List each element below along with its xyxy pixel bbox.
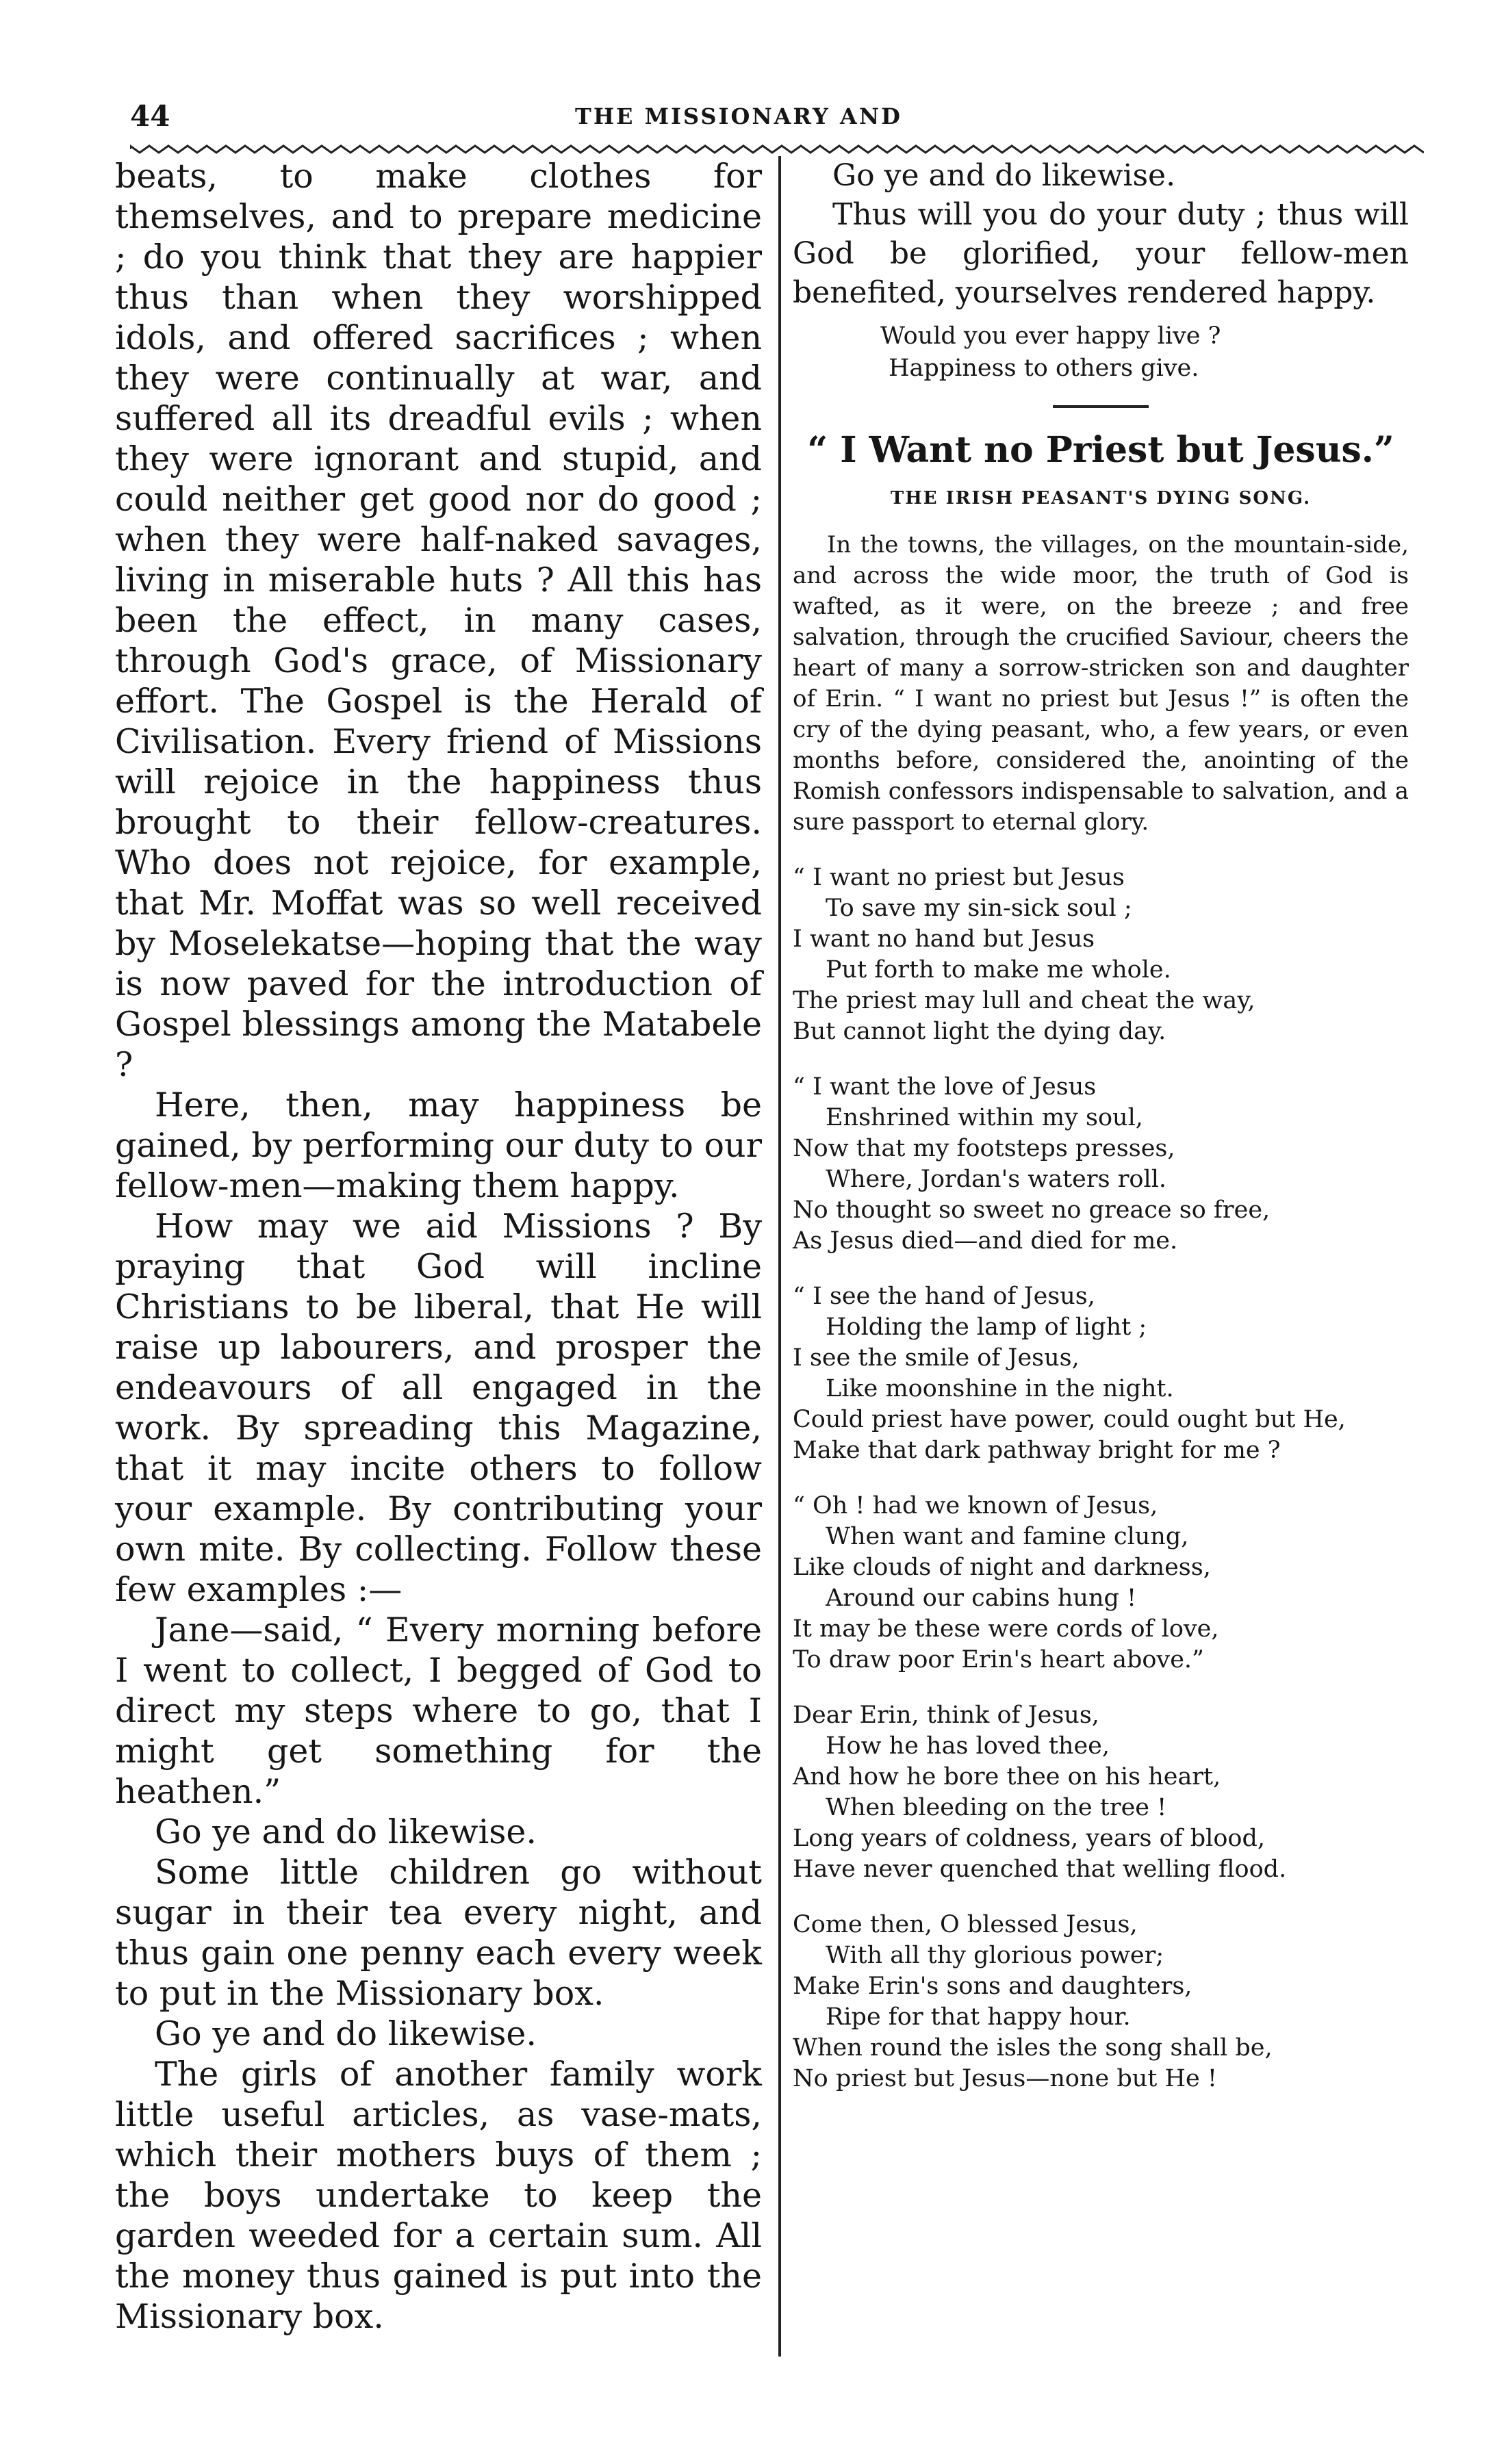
poem-line: But cannot light the dying day. [793, 1018, 1166, 1045]
left-paragraph: beats, to make clothes for themselves, and to prepare medicine ; do you think that they are happier thus than when they worshipped idols, and offered sacrifices ; when they were continually at war, and suffered all its dreadful evils ; when they were ignorant and stupid, and could neither get good nor do good ; when they were half-naked savages, living in miserable huts ? All this has been the effect, in many cases, through God's grace, of Missionary effort. The Gospel is the Herald of Civilisation. Every friend of Missions will rejoice in the happiness thus brought to their fellow-creatures. Who does not rejoice, for example, that Mr. Moffat was so well received by Moselekatse—hoping that the way is now paved for the introduction of Gospel blessings among the Matabele ? [115, 157, 762, 1084]
poem-line: Make that dark pathway bright for me ? [793, 1437, 1281, 1464]
poem-line: With all thy glorious power; [826, 1942, 1164, 1969]
left-paragraph: Go ye and do likewise. [155, 2014, 537, 2053]
poem-line: Put forth to make me whole. [826, 956, 1171, 984]
poem-line: No priest but Jesus—none but He ! [793, 2065, 1217, 2092]
section-divider [1053, 405, 1149, 408]
poem-line: It may be these were cords of love, [793, 1615, 1219, 1643]
left-paragraph: How may we aid Missions ? By praying that God will incline Christians to be liberal, that He will raise up labourers, and prosper the endeavours of all engaged in the work. By spreading this Magazine, that it may incite others to follow your example. By contributing your own mite. By collecting. Follow these few examples :— [115, 1207, 762, 1609]
poem-line: Ripe for that happy hour. [826, 2003, 1131, 2031]
poem-line: The priest may lull and cheat the way, [793, 987, 1255, 1014]
poem-line: To draw poor Erin's heart above.” [793, 1646, 1204, 1673]
left-paragraph: Jane—said, “ Every morning before I went to collect, I begged of God to direct my steps where to go, that I might get something for the heathen.” [115, 1610, 762, 1811]
couplet-line: Happiness to others give. [889, 355, 1199, 382]
poem-line: Long years of coldness, years of blood, [793, 1825, 1266, 1852]
couplet [793, 320, 1409, 385]
poem-line: How he has loved thee, [826, 1732, 1110, 1760]
left-paragraph: Here, then, may happiness be gained, by performing our duty to our fellow-men—making them happy. [115, 1086, 762, 1205]
poem-line: Holding the lamp of light ; [826, 1313, 1147, 1341]
column-divider [778, 156, 781, 2357]
article-intro: In the towns, the villages, on the mountain-side, and across the wide moor, the truth of God is wafted, as it were, on the breeze ; and free salvation, through the crucified Saviour, cheers the heart of many a sorrow-stricken son and daughter of Erin. “ I want no priest but Jesus !” is often the cry of the dying peasant, who, a few years, or even months before, considered the, anointing of the Romish confessors indispensable to salvation, and a sure passport to eternal glory. [793, 531, 1409, 836]
poem-stanza [793, 1491, 1409, 1676]
poem-line: When round the isles the song shall be, [793, 2034, 1273, 2062]
right-paragraph: Thus will you do your duty ; thus will God be glorified, your fellow-men benefited, yourselves rendered happy. [793, 197, 1409, 310]
couplet-line: Would you ever happy live ? [880, 322, 1221, 350]
poem-line: Like clouds of night and darkness, [793, 1554, 1211, 1581]
poem-line: Where, Jordan's waters roll. [826, 1166, 1167, 1193]
poem-line: And how he bore thee on his heart, [793, 1763, 1221, 1791]
left-paragraph: The girls of another family work little useful articles, as vase-mats, which their mothers buys of them ; the boys undertake to keep the garden weeded for a certain sum. All the money thus gained is put into the Missionary box. [115, 2055, 762, 2336]
poem-line: When want and famine clung, [826, 1523, 1189, 1550]
left-column [115, 156, 762, 2337]
poem-line: “ Oh ! had we known of Jesus, [793, 1492, 1158, 1519]
poem-line: Could priest have power, could ought but He, [793, 1406, 1346, 1433]
poem-stanza [793, 1072, 1409, 1257]
poem-line: “ I want no priest but Jesus [793, 864, 1125, 891]
page-header [130, 99, 1424, 133]
poem-stanza [793, 1700, 1409, 1885]
poem-line: Now that my footsteps presses, [793, 1135, 1175, 1162]
poem-line: I want no hand but Jesus [793, 925, 1095, 953]
poem-line: Around our cabins hung ! [826, 1584, 1137, 1612]
poem-line: “ I want the love of Jesus [793, 1073, 1097, 1101]
poem-line: Dear Erin, think of Jesus, [793, 1702, 1099, 1729]
poem-stanza [793, 862, 1409, 1047]
poem-line: No thought so sweet no greace so free, [793, 1196, 1271, 1224]
article-title: “ I Want no Priest but Jesus.” [807, 429, 1394, 471]
poem-stanza [793, 1910, 1409, 2094]
poem-line: Come then, O blessed Jesus, [793, 1911, 1138, 1938]
poem [793, 862, 1409, 2094]
poem-line: When bleeding on the tree ! [826, 1794, 1167, 1821]
article-subtitle: THE IRISH PEASANT'S DYING SONG. [890, 488, 1312, 509]
poem-line: Have never quenched that welling flood. [793, 1856, 1287, 1883]
poem-stanza [793, 1281, 1409, 1466]
poem-line: As Jesus died—and died for me. [793, 1227, 1178, 1255]
right-paragraph: Go ye and do likewise. [832, 158, 1176, 193]
left-paragraph: Some little children go without sugar in their tea every night, and thus gain one penny each every week to put in the Missionary box. [115, 1853, 762, 2013]
poem-line: “ I see the hand of Jesus, [793, 1283, 1095, 1310]
left-paragraph: Go ye and do likewise. [155, 1812, 537, 1851]
wavy-rule [130, 144, 1424, 155]
poem-line: To save my sin-sick soul ; [826, 895, 1132, 922]
right-column [793, 156, 1409, 2094]
running-title: THE MISSIONARY AND [575, 103, 902, 129]
poem-line: Enshrined within my soul, [826, 1104, 1143, 1131]
poem-line: I see the smile of Jesus, [793, 1344, 1080, 1372]
poem-line: Like moonshine in the night. [826, 1375, 1174, 1402]
page-number: 44 [130, 99, 170, 133]
poem-line: Make Erin's sons and daughters, [793, 1973, 1192, 2000]
